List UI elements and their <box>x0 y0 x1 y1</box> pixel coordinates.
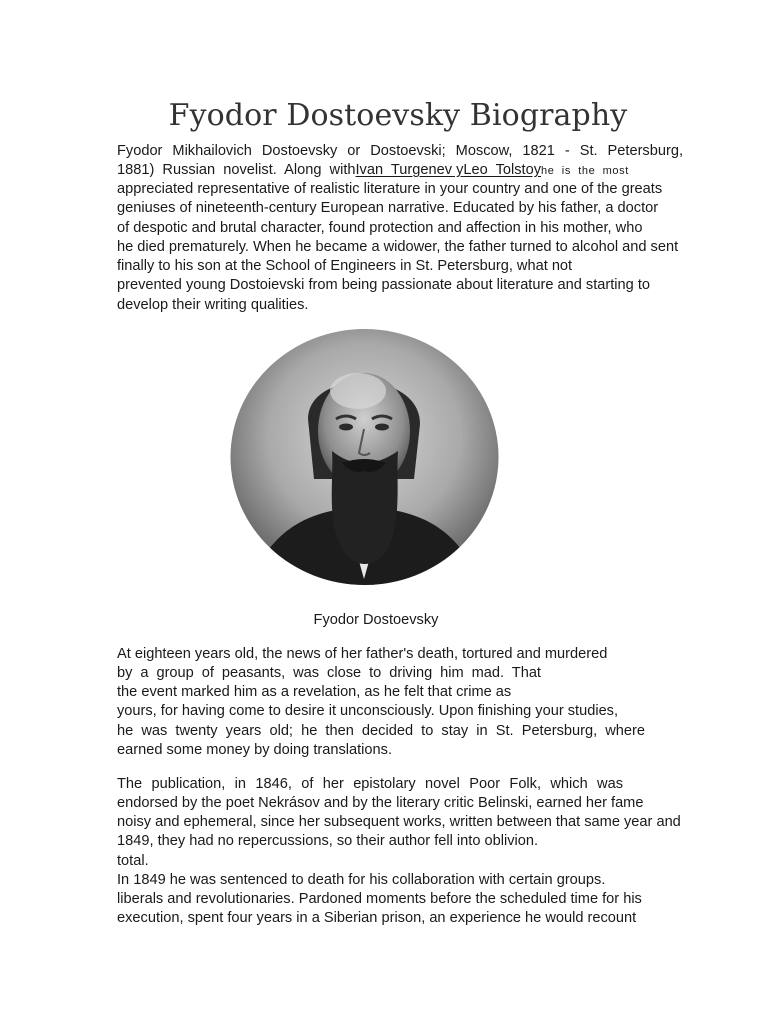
intro-line-3: appreciated representative of realistic literature in your country and one of the greats <box>117 181 663 197</box>
para2-line-3: the event marked him as a revelation, as he felt that crime as <box>117 684 512 700</box>
para2-line-1: At eighteen years old, the news of her father's death, tortured and murdered <box>117 646 608 662</box>
para3-line-1: The publication, in 1846, of her epistolary novel Poor Folk, which was <box>117 776 623 792</box>
para4-line-1: In 1849 he was sentenced to death for his collaboration with certain groups. <box>117 872 606 888</box>
page-title: Fyodor Dostoevsky Biography <box>168 98 628 133</box>
intro-line-2-prefix: 1881) Russian novelist. Along with <box>117 162 356 178</box>
intro-line-4: geniuses of nineteenth-century European narrative. Educated by his father, a doctor <box>117 200 659 216</box>
link-leo-tolstoy[interactable]: Leo Tolstoy <box>463 162 542 178</box>
link-ivan-turgenev[interactable]: Ivan Turgenev y <box>355 162 464 178</box>
intro-line-6: he died prematurely. When he became a widower, the father turned to alcohol and sent <box>117 239 679 255</box>
para4-line-2: liberals and revolutionaries. Pardoned moments before the scheduled time for his <box>117 891 642 907</box>
para3-line-5: total. <box>117 853 149 869</box>
intro-line-8: prevented young Dostoievski from being passionate about literature and starting to <box>117 277 650 293</box>
portrait-image <box>230 329 499 585</box>
intro-line-7: finally to his son at the School of Engineers in St. Petersburg, what not <box>117 258 573 274</box>
para2-line-2: by a group of peasants, was close to driving him mad. That <box>117 665 541 681</box>
para4-line-3: execution, spent four years in a Siberian prison, an experience he would recount <box>117 910 637 926</box>
intro-line-2 <box>117 161 629 181</box>
para3-line-2: endorsed by the poet Nekrásov and by the literary critic Belinski, earned her fame <box>117 795 644 811</box>
intro-line-5: of despotic and brutal character, found protection and affection in his mother, who <box>117 220 643 236</box>
para2-line-4: yours, for having come to desire it unconsciously. Upon finishing your studies, <box>117 703 619 719</box>
portrait-caption: Fyodor Dostoevsky <box>313 612 439 628</box>
para2-line-6: earned some money by doing translations. <box>117 742 393 758</box>
para2-line-5: he was twenty years old; he then decided to stay in St. Petersburg, where <box>117 723 645 739</box>
intro-line-2-suffix: he is the most <box>541 165 629 177</box>
para3-line-4: 1849, they had no repercussions, so their author fell into oblivion. <box>117 833 539 849</box>
intro-line-1: Fyodor Mikhailovich Dostoevsky or Dostoevski; Moscow, 1821 - St. Petersburg, <box>117 143 683 159</box>
para3-line-3: noisy and ephemeral, since her subsequent works, written between that same year and <box>117 814 681 830</box>
intro-line-9: develop their writing qualities. <box>117 297 309 313</box>
